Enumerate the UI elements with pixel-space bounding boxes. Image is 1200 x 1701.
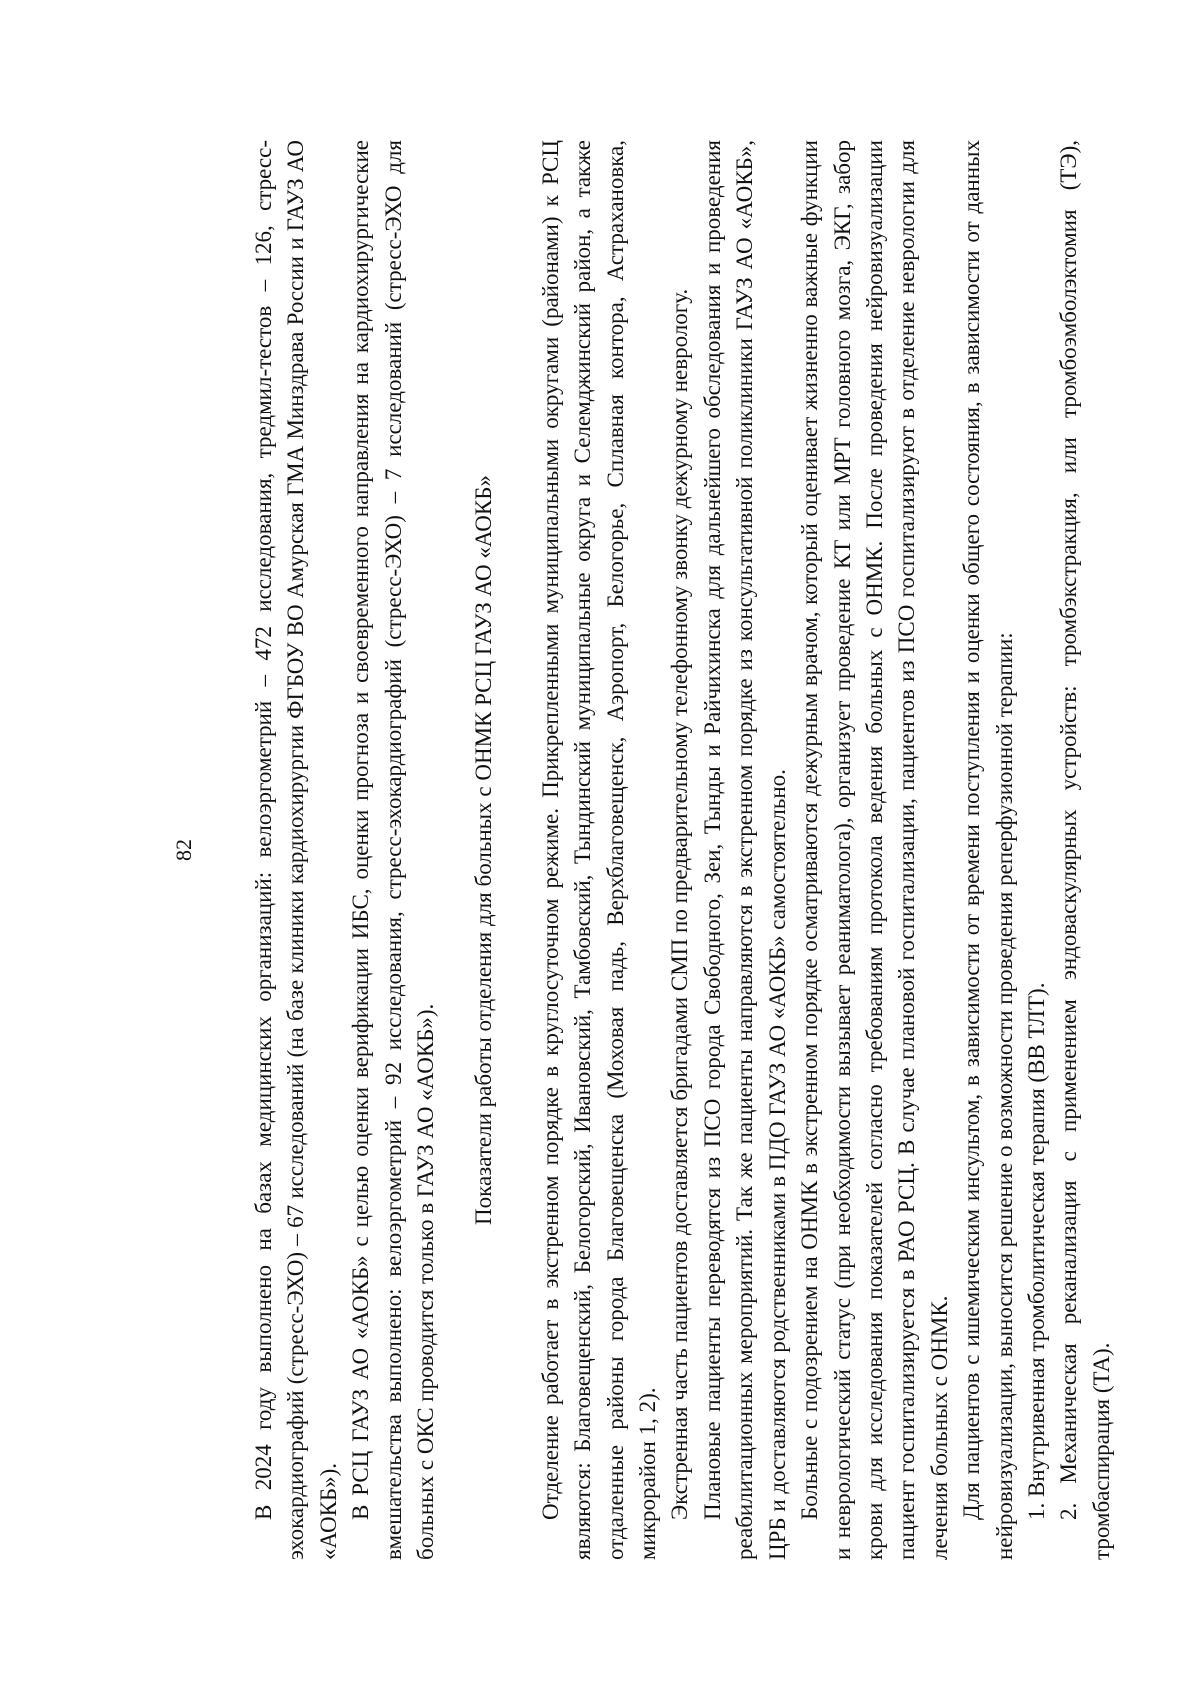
page-number: 82	[171, 839, 196, 861]
list-item: 1. Внутривенная тромболитическая терапия (ВВ ТЛТ).	[1023, 982, 1049, 1520]
section-title: Показатели работы отделения для больных с ОНМК РСЦ ГАУЗ АО «АОКБ»	[471, 475, 497, 1225]
paragraph: Больные с подозрением на ОНМК в экстренном порядке осматриваются дежурным врачом, который оценивает жизненно важные функции и неврологический статус (при необходимости вызывает реаниматолога), организует проведение КТ или МРТ головного мозга, ЭКГ, забор крови для исследования показателей согласно требованиям протокола ведения больных с ОНМК. После проведения нейровизуализации пациент госпитализируется в РАО РСЦ. В случае плановой госпитализации, пациентов из ПСО госпитализируют в отделение неврологии для лечения больных с ОНМК.	[797, 140, 952, 1560]
paragraph: В 2024 году выполнено на базах медицинских организаций: велоэргометрий – 472 исследования, тредмил-тестов – 126, стресс-эхокардиографий (стресс-ЭХО) – 67 исследований (на базе клиники кардиохирургии ФГБОУ ВО Амурская ГМА Минздрава России и ГАУЗ АО «АОКБ»).	[251, 140, 341, 1560]
list-item: 2. Механическая реканализация с применением эндоваскулярных устройств: тромбэкстракция, или тромбоэмболэктомия (ТЭ), тромбаспирация (ТА).	[1056, 140, 1114, 1560]
paragraph: В РСЦ ГАУЗ АО «АОКБ» с целью оценки верификации ИБС, оценки прогноза и своевременного направления на кардиохирургические вмешательства выполнено: велоэргометрий – 92 исследования, стресс-эхокардиографий (стресс-ЭХО) – 7 исследований (стресс-ЭХО для больных с ОКС проводится только в ГАУЗ АО «АОКБ»).	[348, 140, 439, 1560]
paragraph: Отделение работает в экстренном порядке в круглосуточном режиме. Прикрепленными муниципальными округами (районами) к РСЦ являются: Благовещенский, Белогорский, Ивановский, Тамбовский, Тындинский муниципальные округа и Селемджинский район, а также отдаленные районы города Благовещенска (Моховая падь, Верхблаговещенск, Аэропорт, Белогорье, Сплавная контора, Астрахановка, микрорайон 1, 2).	[537, 140, 661, 1560]
paragraph: Экстренная часть пациентов доставляется бригадами СМП по предварительному телефонному звонку дежурному неврологу.	[667, 288, 693, 1520]
paragraph: Плановые пациенты переводятся из ПСО города Свободного, Зеи, Тынды и Райчихинска для дальнейшего обследования и проведения реабилитационных мероприятий. Так же пациенты направляются в экстренном порядке из консультативной поликлиники ГАУЗ АО «АОКБ», ЦРБ и доставляются родственниками в ПДО ГАУЗ АО «АОКБ» самостоятельно.	[699, 140, 790, 1560]
document-body	[248, 140, 1118, 1560]
paragraph: Для пациентов с ишемическим инсультом, в зависимости от времени поступления и оценки общего состояния, в зависимости от данных нейровизуализации, выносится решение о возможности проведения реперфузионной терапии:	[959, 140, 1017, 1560]
document-page	[160, 140, 1114, 1560]
